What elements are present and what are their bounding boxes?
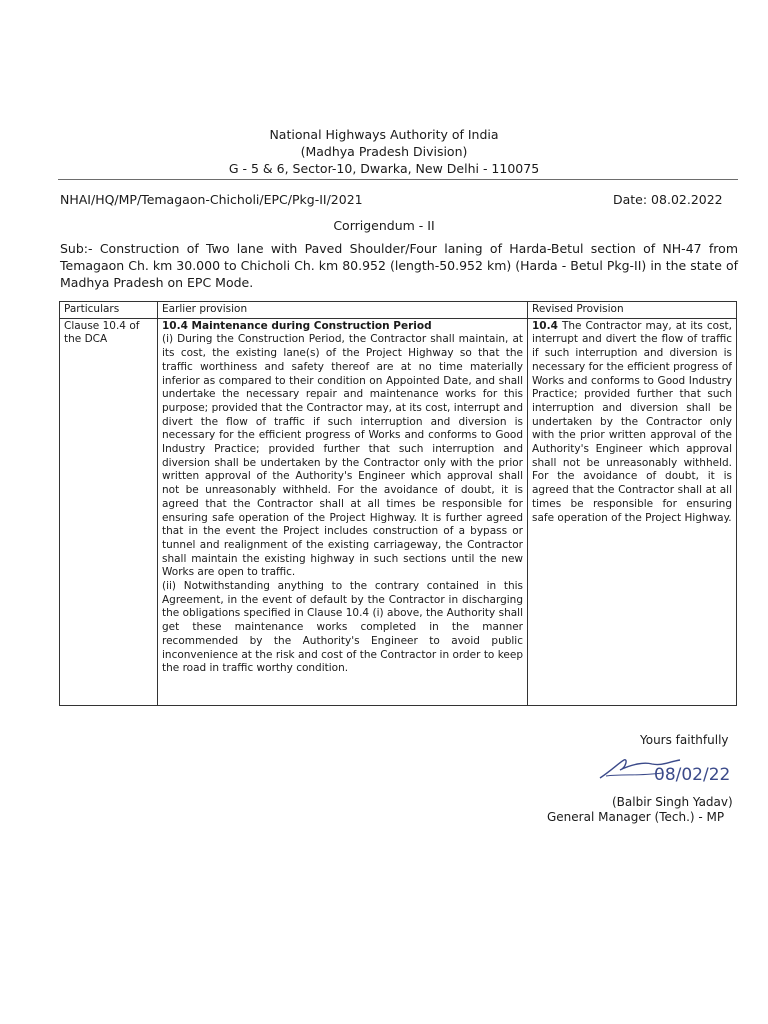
header-divider: [58, 179, 738, 180]
subject-line: Sub:- Construction of Two lane with Paved Shoulder/Four laning of Harda-Betul section of NH-47 from Temagaon Ch. km 30.000 to Chicholi Ch. km 80.952 (length-50.952 km) (Harda - Betul Pkg-II) in the state of Madhya Pradesh on EPC Mode.: [60, 241, 738, 290]
revised-clause-text: The Contractor may, at its cost, interrupt and divert the flow of traffic if such interruption and diversion is necessary for the efficient progress of Works and conforms to Good Industry Practice; provided further that such interruption and diversion shall be undertaken by the Contractor only with the prior written approval of the Authority's Engineer which approval shall not be unreasonably withheld. For the avoidance of doubt, it is agreed that the Contractor shall at all times be responsible for ensuring safe operation of the Project Highway.: [532, 319, 732, 524]
col-header-particulars: Particulars: [60, 302, 158, 319]
closing-line: Yours faithfully: [640, 733, 729, 747]
provision-table: [59, 301, 737, 706]
signatory-name: (Balbir Singh Yadav): [612, 795, 733, 809]
table-header-row: [60, 302, 737, 319]
col-header-revised: Revised Provision: [528, 302, 737, 319]
table-row: [60, 318, 737, 705]
reference-number: NHAI/HQ/MP/Temagaon-Chicholi/EPC/Pkg-II/2021: [60, 192, 363, 207]
org-address: G - 5 & 6, Sector-10, Dwarka, New Delhi - 110075: [228, 161, 540, 176]
revised-clause-number: 10.4: [532, 319, 558, 332]
handwritten-signature: [592, 740, 752, 794]
col-header-earlier: Earlier provision: [158, 302, 528, 319]
division-name: (Madhya Pradesh Division): [300, 144, 468, 159]
signatory-designation: General Manager (Tech.) - MP: [547, 810, 725, 824]
earlier-clause-i: (i) During the Construction Period, the Contractor shall maintain, at its cost, the existing lane(s) of the Project Highway so that the traffic worthiness and safety thereof are at no time materially inferior as compared to their condition on Appointed Date, and shall undertake the necessary repair and maintenance works for this purpose; provided that the Contractor may, at its cost, interrupt and divert the flow of traffic if such interruption and diversion is necessary for the efficient progress of Works and conforms to Good Industry Practice; provided further that such interruption and diversion shall be undertaken by the Contractor only with the prior written approval of the Authority's Engineer which approval shall not be unreasonably withheld. For the avoidance of doubt, it is agreed that the Contractor shall at all times be responsible for ensuring safe operation of the Project Highway. It is further agreed that in the event the Project includes construction of a bypass or tunnel and realignment of the existing carriageway, the Contractor shall maintain the existing highway in such sections until the new Works are open to traffic.: [162, 333, 523, 579]
document-date: Date: 08.02.2022: [613, 192, 723, 207]
handwritten-date: 08/02/22: [654, 765, 731, 785]
revised-provision-cell: [528, 318, 737, 705]
earlier-clause-ii: (ii) Notwithstanding anything to the contrary contained in this Agreement, in the event of default by the Contractor in discharging the obligations specified in Clause 10.4 (i) above, the Authority shall get these maintenance works completed in the manner recommended by the Authority's Engineer to avoid public inconvenience at the risk and cost of the Contractor in order to keep the road in traffic worthy condition.: [162, 580, 523, 675]
particulars-cell: Clause 10.4 of the DCA: [60, 318, 158, 705]
letterhead: [0, 126, 768, 177]
earlier-provision-cell: [158, 318, 528, 705]
earlier-heading: 10.4 Maintenance during Construction Period: [162, 319, 432, 332]
org-name: National Highways Authority of India: [269, 127, 499, 142]
document-title: Corrigendum - II: [333, 218, 435, 233]
